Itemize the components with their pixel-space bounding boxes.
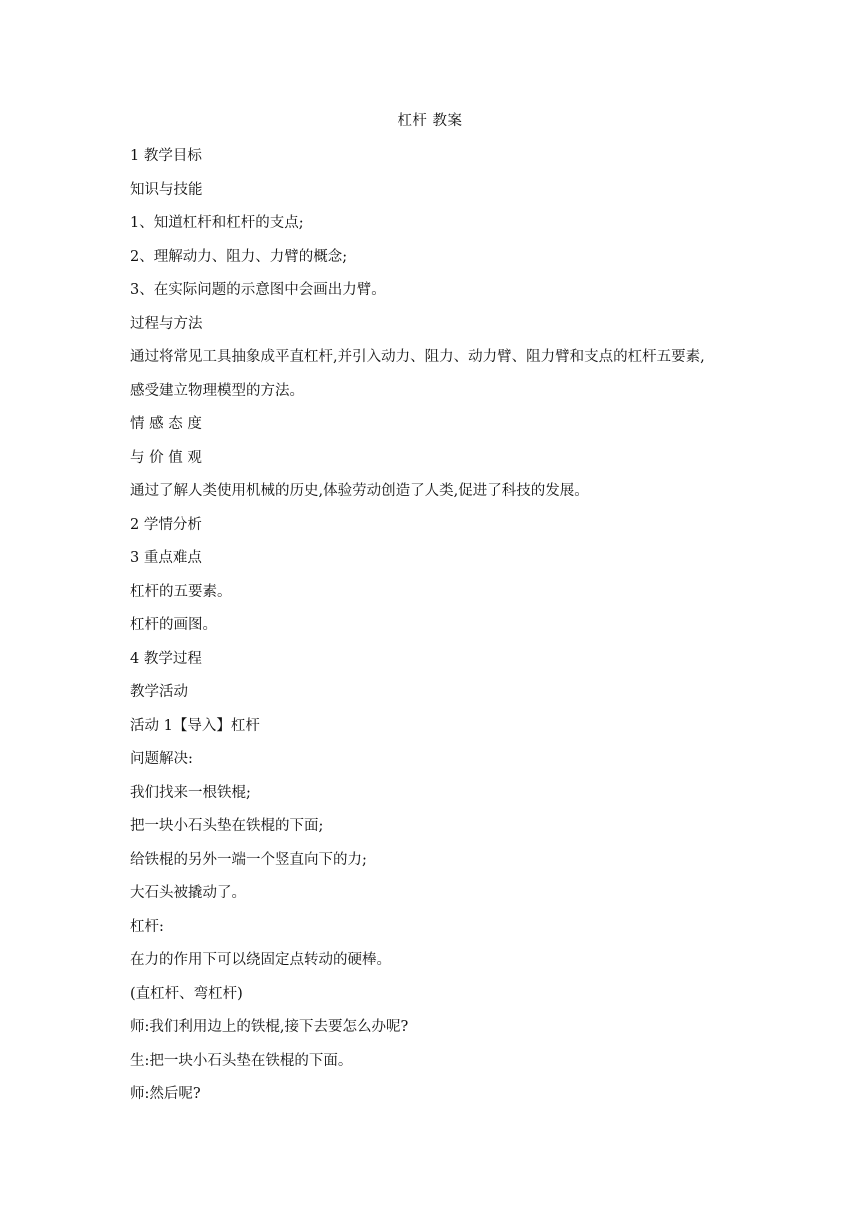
paragraph-line: 把一块小石头垫在铁棍的下面;: [130, 818, 324, 834]
subheading-values: 与 价 值 观: [130, 449, 202, 466]
heading-teaching-process: 4 教学过程: [130, 650, 202, 667]
definition-term: 杠杆:: [130, 918, 164, 935]
heading-teaching-objectives: 1 教学目标: [130, 148, 202, 164]
paragraph-line: 通过将常见工具抽象成平直杠杆,并引入动力、阻力、动力臂、阻力臂和支点的杠杆五要素,: [130, 349, 705, 365]
heading-student-analysis: 2 学情分析: [130, 516, 202, 533]
dialogue-line: 生:把一块小石头垫在铁棍的下面。: [130, 1052, 353, 1069]
subheading-process-methods: 过程与方法: [130, 315, 203, 332]
objective-item: 3、在实际问题的示意图中会画出力臂。: [130, 282, 386, 298]
paragraph-line: 问题解决:: [130, 751, 193, 767]
objective-item: 1、知道杠杆和杠杆的支点;: [130, 215, 304, 231]
definition-text: 在力的作用下可以绕固定点转动的硬棒。: [130, 952, 391, 968]
subheading-emotion-attitude: 情 感 态 度: [130, 416, 202, 432]
subheading-teaching-activities: 教学活动: [130, 684, 188, 700]
subheading-knowledge-skills: 知识与技能: [130, 181, 203, 198]
paragraph-line: 给铁棍的另外一端一个竖直向下的力;: [130, 851, 367, 868]
paragraph-line: 通过了解人类使用机械的历史,体验劳动创造了人类,促进了科技的发展。: [130, 483, 589, 499]
heading-key-difficult-points: 3 重点难点: [130, 550, 202, 566]
dialogue-line: 师:然后呢?: [130, 1086, 201, 1102]
dialogue-line: 师:我们利用边上的铁棍,接下去要怎么办呢?: [130, 1019, 409, 1035]
objective-item: 2、理解动力、阻力、力臂的概念;: [130, 248, 348, 265]
key-point-item: 杠杆的画图。: [130, 617, 217, 633]
paragraph-line: 感受建立物理模型的方法。: [130, 382, 304, 399]
paragraph-line: 大石头被撬动了。: [130, 885, 246, 901]
paragraph-line: (直杠杆、弯杠杆): [130, 985, 243, 1002]
activity-title: 活动 1【导入】杠杆: [130, 717, 260, 734]
document-body: [130, 145, 770, 1117]
paragraph-line: 我们找来一根铁棍;: [130, 784, 251, 801]
key-point-item: 杠杆的五要素。: [130, 583, 232, 600]
document-title: 杠杆 教案: [397, 113, 463, 129]
